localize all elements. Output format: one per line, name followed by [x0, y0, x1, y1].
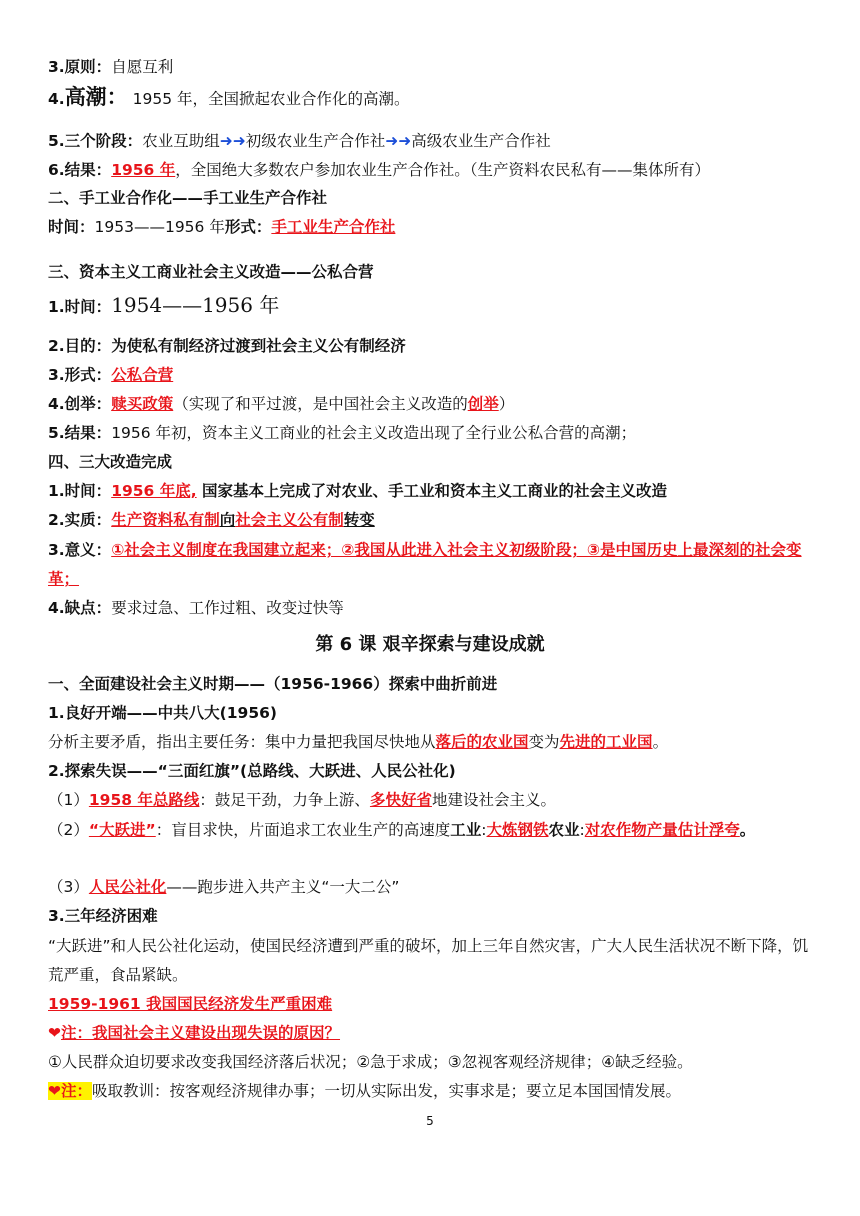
innovation-line [48, 391, 820, 417]
significance-line [48, 536, 820, 594]
heart-icon: ❤ [48, 1082, 61, 1100]
time-label: 时间： [48, 218, 95, 236]
significance-text: ①社会主义制度在我国建立起来；②我国从此进入社会主义初级阶段；③是中国历史上最深刻的社会变革； [48, 541, 802, 588]
page-number: 5 [426, 1114, 434, 1128]
result-label: 6.结果： [48, 161, 112, 179]
shortcoming-label: 4.缺点： [48, 599, 112, 617]
heart-icon: ❤ [48, 1024, 61, 1042]
arrow-icon: ➜➜ [385, 132, 412, 150]
climax-label: 高潮： [64, 85, 128, 109]
innovation-close: ） [498, 395, 515, 413]
good-start-text: 分析主要矛盾，指出主要任务：集中力量把我国尽快地从 [48, 733, 436, 751]
essence-line [48, 507, 820, 533]
capital-time-label: 1.时间： [48, 298, 112, 316]
innovation-policy: 赎买政策 [111, 395, 174, 413]
stage-3: 高级农业生产合作社 [411, 132, 551, 150]
purpose-label: 2.目的： [48, 337, 112, 355]
innovation-text: （实现了和平过渡，是中国社会主义改造的 [173, 395, 468, 413]
shortcoming-text: 要求过急、工作过粗、改变过快等 [111, 599, 344, 617]
agriculture-colon: : [579, 821, 585, 839]
mistakes-heading: 2.探索失误——“三面红旗”(总路线、大跃进、人民公社化) [48, 762, 456, 780]
great-leap-end: 。 [739, 821, 756, 839]
time-text: 1953——1956 年 [94, 218, 225, 236]
item-number: （1） [48, 791, 89, 809]
great-leap-label: “大跃进” [88, 821, 156, 839]
great-leap-item [48, 816, 820, 845]
arrow-icon: ➜➜ [219, 132, 246, 150]
general-line-item [48, 787, 820, 813]
essence-to: 社会主义公有制 [235, 511, 344, 529]
climax-line [48, 82, 820, 114]
capital-result-text: 1956 年初，资本主义工商业的社会主义改造出现了全行业公私合营的高潮； [111, 424, 637, 442]
capital-result-label: 5.结果： [48, 424, 112, 442]
principle-label: 3.原则： [48, 58, 112, 76]
result-text: ，全国绝大多数农户参加农业生产合作社。（生产资料农民私有——集体所有） [175, 161, 710, 179]
shortcoming-line [48, 595, 820, 621]
steel-campaign: 大炼钢铁 [486, 821, 549, 839]
general-line-end: 地建设社会主义。 [431, 791, 556, 809]
section-heading-three-reforms: 四、三大改造完成 [48, 453, 173, 471]
item-number: （2） [48, 821, 89, 839]
reasons-text: ①人民群众迫切要求改变我国经济落后状况；②急于求成；③忽视客观经济规律；④缺乏经验。 [48, 1053, 693, 1071]
principle-text: 自愿互利 [111, 58, 174, 76]
climax-text: 1955 年，全国掀起农业合作化的高潮。 [127, 90, 410, 108]
section-heading-exploration: 一、全面建设社会主义时期——（1956-1966）探索中曲折前进 [48, 675, 498, 693]
form-label: 形式： [224, 218, 272, 236]
completion-time-year: 1956 年底, [111, 482, 197, 500]
principle-line [48, 54, 820, 80]
general-line-keyword: 多快好省 [369, 791, 432, 809]
note-label: 注： [61, 1082, 93, 1100]
good-start-heading: 1.良好开端——中共八大(1956) [48, 704, 277, 722]
significance-label: 3.意义： [48, 541, 112, 559]
good-start-mid: 变为 [528, 733, 560, 751]
result-line [48, 157, 820, 183]
essence-from: 生产资料私有制 [111, 511, 220, 529]
result-year: 1956 年 [111, 161, 176, 179]
climax-number: 4. [48, 90, 65, 108]
hardship-years-line [48, 991, 820, 1017]
form-text: 手工业生产合作社 [271, 218, 396, 236]
industrial-country: 先进的工业国 [559, 733, 653, 751]
stages-line [48, 128, 820, 154]
good-start-line [48, 729, 820, 755]
lessons-text: 吸取教训：按客观经济规律办事；一切从实际出发，实事求是；要立足本国国情发展。 [92, 1082, 682, 1100]
stages-label: 5.三个阶段： [48, 132, 143, 150]
industry-label: 工业 [450, 821, 482, 839]
item-number: （3） [48, 878, 89, 896]
note-lessons-line [48, 1078, 820, 1104]
capital-form-line [48, 362, 820, 388]
capital-time-text: 1954——1956 年 [111, 293, 280, 317]
completion-time-line [48, 478, 820, 504]
essence-mid: 向 [219, 511, 236, 529]
industry-colon: : [481, 821, 487, 839]
capital-form-text: 公私合营 [111, 366, 174, 384]
purpose-text: 为使私有制经济过渡到社会主义公有制经济 [111, 337, 406, 355]
section-heading-handicraft: 二、手工业合作化——手工业生产合作社 [48, 189, 328, 207]
commune-text: ——跑步进入共产主义“一大二公” [166, 878, 400, 896]
good-start-end: 。 [652, 733, 669, 751]
completion-time-text: 国家基本上完成了对农业、手工业和资本主义工商业的社会主义改造 [196, 482, 668, 500]
stage-1: 农业互助组 [142, 132, 220, 150]
agricultural-country: 落后的农业国 [435, 733, 529, 751]
hardship-text: “大跃进”和人民公社化运动，使国民经济遭到严重的破坏，加上三年自然灾害，广大人民生活状况不断下降，饥荒严重，食品紧缺。 [48, 937, 809, 984]
essence-end: 转变 [343, 511, 375, 529]
note-reasons-question [48, 1020, 820, 1046]
capital-form-label: 3.形式： [48, 366, 112, 384]
commune-item [48, 874, 820, 900]
capital-purpose-line [48, 333, 820, 359]
capital-time-line [48, 290, 820, 322]
great-leap-text: ：盲目求快，片面追求工农业生产的高速度 [155, 821, 451, 839]
hardship-heading: 3.三年经济困难 [48, 907, 158, 925]
exaggeration-text: 对农作物产量估计浮夸 [584, 821, 740, 839]
stage-2: 初级农业生产合作社 [245, 132, 386, 150]
agriculture-label: 农业 [548, 821, 580, 839]
hardship-years: 1959-1961 我国国民经济发生严重困难 [48, 995, 333, 1013]
innovation-keyword: 创举 [467, 395, 499, 413]
capital-result-line [48, 420, 820, 446]
lesson-title: 第 6 课 艰辛探索与建设成就 [315, 634, 545, 655]
section-heading-capital: 三、资本主义工商业社会主义改造——公私合营 [48, 263, 374, 281]
commune-label: 人民公社化 [88, 878, 167, 896]
essence-label: 2.实质： [48, 511, 112, 529]
note-question: 注：我国社会主义建设出现失误的原因？ [61, 1024, 341, 1042]
completion-time-label: 1.时间： [48, 482, 112, 500]
general-line-label: 1958 年总路线 [88, 791, 200, 809]
innovation-label: 4.创举： [48, 395, 112, 413]
handicraft-line [48, 214, 820, 240]
general-line-text: ：鼓足干劲，力争上游、 [199, 791, 370, 809]
